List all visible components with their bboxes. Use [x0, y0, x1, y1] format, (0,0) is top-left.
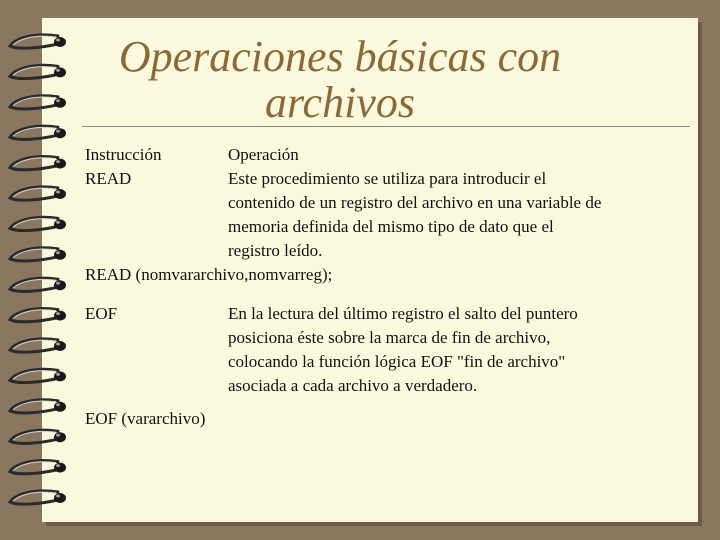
title-line-2: archivos: [265, 78, 415, 127]
spiral-ring-icon: [10, 248, 66, 261]
spiral-ring-icon: [10, 217, 66, 230]
operation-header: Operación: [228, 145, 299, 164]
eof-description-line: colocando la función lógica EOF "fin de archivo": [228, 352, 566, 371]
slide-title: [60, 34, 620, 126]
read-keyword: READ: [85, 169, 132, 188]
eof-description-line: En la lectura del último registro el salto del puntero: [228, 304, 578, 323]
eof-keyword: EOF: [85, 304, 118, 323]
spiral-ring-icon: [10, 157, 66, 170]
spiral-ring-icon: [10, 65, 66, 78]
spiral-ring-icon: [10, 491, 66, 504]
title-line-1: Operaciones básicas con: [118, 32, 562, 81]
read-description-line: contenido de un registro del archivo en una variable de: [228, 193, 602, 212]
spiral-ring-icon: [10, 96, 66, 109]
instruction-header: Instrucción: [85, 145, 162, 164]
spiral-ring-icon: [10, 126, 66, 139]
spiral-ring-icon: [10, 278, 66, 291]
read-description: [228, 167, 678, 263]
read-description-line: Este procedimiento se utiliza para introducir el: [228, 169, 547, 188]
eof-syntax: EOF (vararchivo): [85, 409, 206, 428]
read-syntax: READ (nomvararchivo,nomvarreg);: [85, 265, 333, 284]
spiral-ring-icon: [10, 369, 66, 382]
spiral-ring-icon: [10, 339, 66, 352]
spiral-ring-icon: [10, 35, 66, 48]
read-description-line: registro leído.: [228, 241, 323, 260]
spiral-ring-icon: [10, 187, 66, 200]
eof-description-line: posiciona éste sobre la marca de fin de archivo,: [228, 328, 551, 347]
eof-description: [228, 302, 678, 398]
read-description-line: memoria definida del mismo tipo de dato que el: [228, 217, 554, 236]
spiral-ring-icon: [10, 309, 66, 322]
spiral-ring-icon: [10, 400, 66, 413]
title-divider: [82, 126, 690, 127]
eof-description-line: asociada a cada archivo a verdadero.: [228, 376, 478, 395]
spiral-ring-icon: [10, 461, 66, 474]
spiral-ring-icon: [10, 430, 66, 443]
